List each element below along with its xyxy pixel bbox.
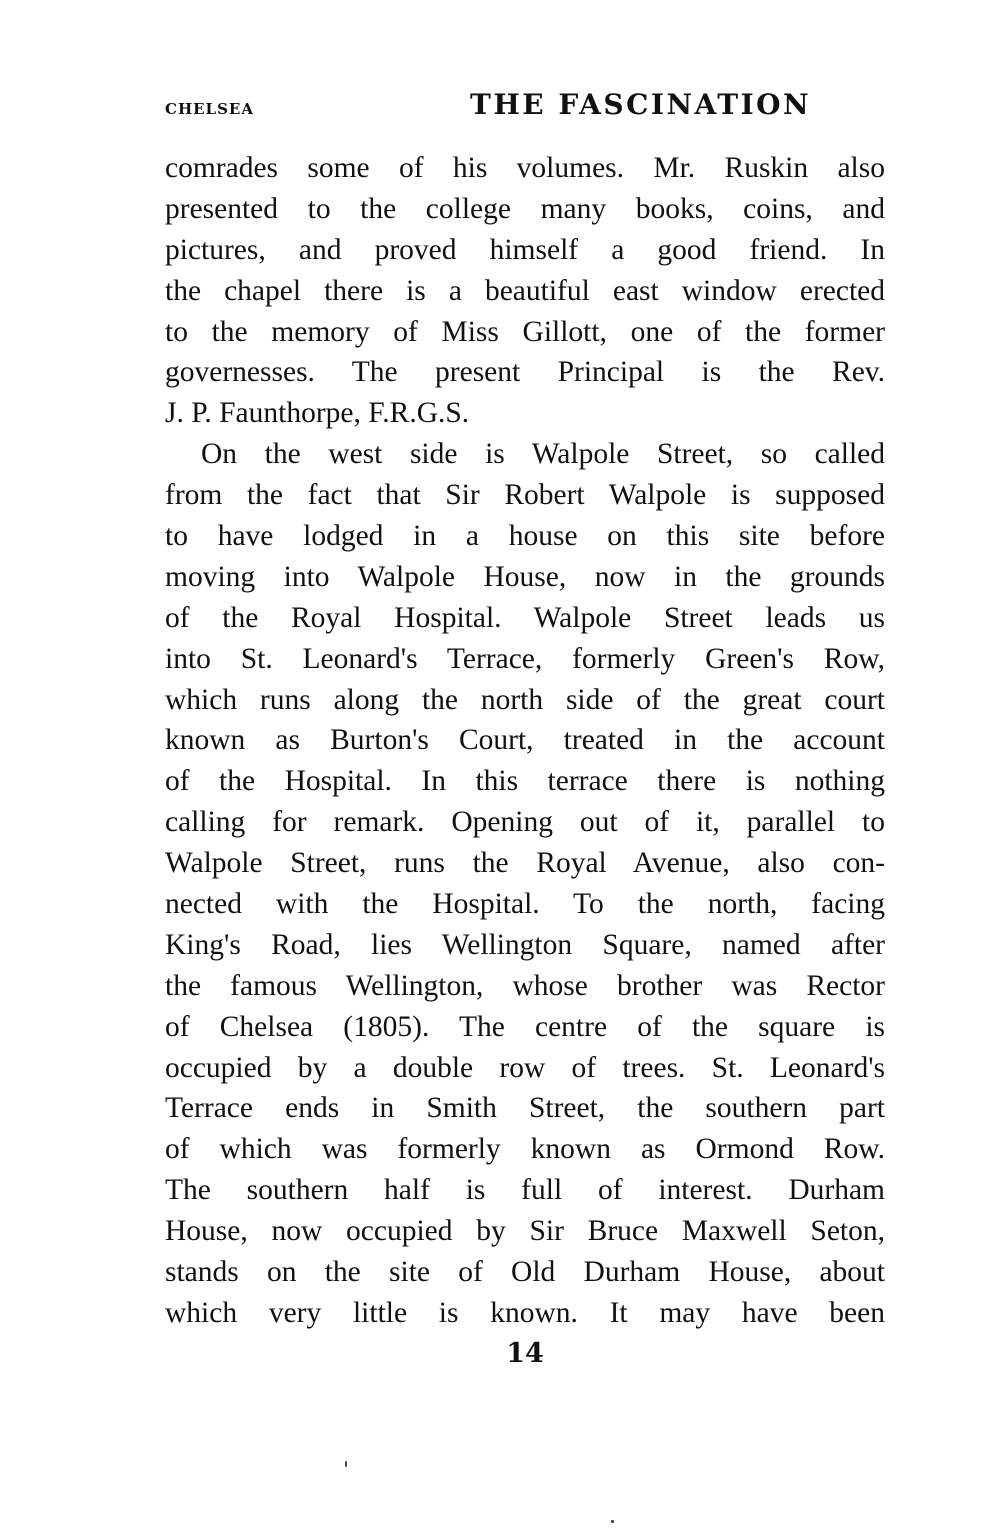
text-line: into St. Leonard's Terrace, formerly Green's Row, (165, 642, 885, 675)
running-head-section: CHELSEA (165, 100, 254, 118)
text-line: nected with the Hospital. To the north, facing (165, 888, 885, 921)
text-line: J. P. Faunthorpe, F.R.G.S. (165, 397, 470, 430)
text-line: of which was formerly known as Ormond Row. (165, 1133, 885, 1166)
text-line: occupied by a double row of trees. St. Leonard's (165, 1051, 885, 1084)
running-head-title: THE FASCINATION (470, 88, 812, 121)
text-line: from the fact that Sir Robert Walpole is supposed (165, 479, 885, 512)
text-line: the chapel there is a beautiful east window erected (165, 274, 885, 307)
text-line: known as Burton's Court, treated in the account (165, 724, 885, 757)
text-line: calling for remark. Opening out of it, parallel to (165, 806, 885, 839)
text-line: of the Royal Hospital. Walpole Street leads us (165, 601, 885, 634)
scan-speck (611, 1520, 614, 1523)
text-line: Terrace ends in Smith Street, the southern part (165, 1092, 885, 1125)
text-line: The southern half is full of interest. Durham (165, 1174, 885, 1207)
text-line: presented to the college many books, coins, and (165, 192, 885, 225)
text-line: On the west side is Walpole Street, so called (201, 438, 885, 471)
running-head (165, 88, 885, 128)
page-number: 14 (506, 1338, 544, 1369)
text-line: to have lodged in a house on this site before (165, 520, 885, 553)
text-line: comrades some of his volumes. Mr. Ruskin also (165, 152, 885, 184)
text-line: stands on the site of Old Durham House, about (165, 1256, 885, 1289)
text-line: to the memory of Miss Gillott, one of the former (165, 315, 885, 348)
scan-speck (345, 1461, 347, 1467)
text-line: Walpole Street, runs the Royal Avenue, also con- (165, 847, 885, 880)
text-line: the famous Wellington, whose brother was Rector (165, 969, 885, 1002)
text-line: of Chelsea (1805). The centre of the square is (165, 1010, 885, 1043)
text-line: pictures, and proved himself a good friend. In (165, 233, 885, 266)
text-line: House, now occupied by Sir Bruce Maxwell Seton, (165, 1215, 885, 1248)
text-line: which runs along the north side of the great court (165, 683, 885, 716)
text-line: which very little is known. It may have been (165, 1296, 885, 1329)
text-line: King's Road, lies Wellington Square, named after (165, 928, 885, 961)
text-line: governesses. The present Principal is the Rev. (165, 356, 885, 389)
text-line: moving into Walpole House, now in the grounds (165, 560, 885, 593)
body-text (165, 148, 885, 1334)
text-line: of the Hospital. In this terrace there is nothing (165, 765, 885, 798)
